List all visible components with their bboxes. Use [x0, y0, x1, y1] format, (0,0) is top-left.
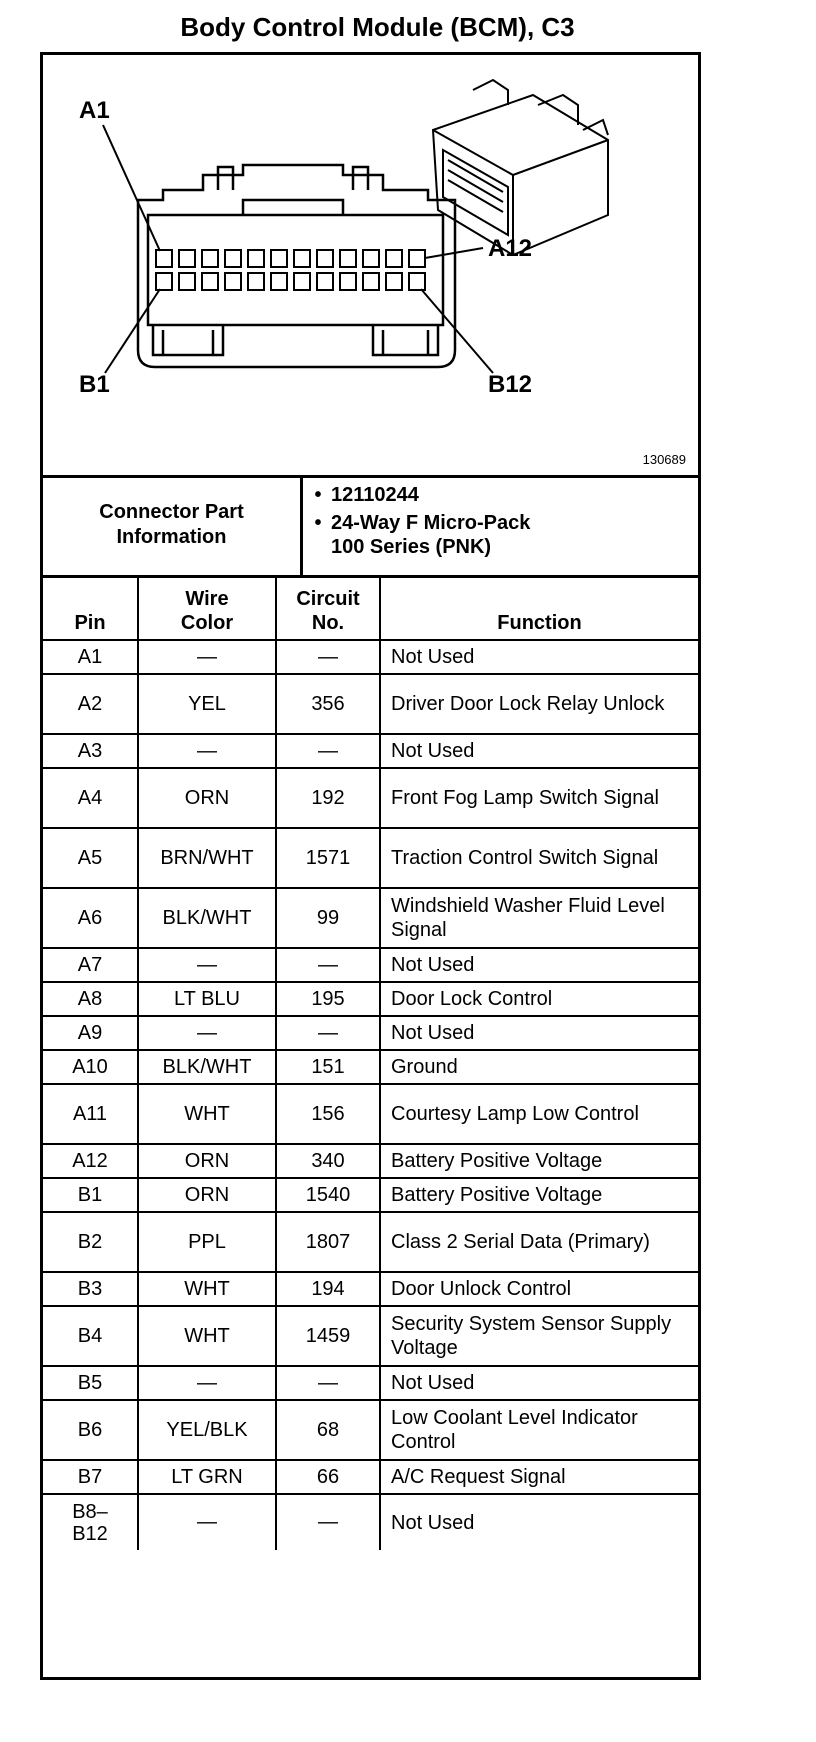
circuit-cell: — [276, 1494, 380, 1550]
pin-cell: B2 [43, 1212, 138, 1272]
circuit-cell: — [276, 734, 380, 768]
part-number: 12110244 [331, 484, 419, 506]
table-row [43, 1460, 698, 1494]
function-cell: Not Used [380, 734, 698, 768]
header-circuit: Circuit No. [276, 578, 380, 640]
function-cell: Security System Sensor Supply Voltage [380, 1306, 698, 1366]
label-b12: B12 [488, 371, 533, 398]
table-row [43, 1272, 698, 1306]
wire-color-cell: WHT [138, 1306, 276, 1366]
circuit-cell: 1807 [276, 1212, 380, 1272]
part-number-item [305, 483, 695, 507]
connector-part-info [43, 475, 698, 578]
wire-color-cell: YEL [138, 674, 276, 734]
label-b1: B1 [79, 371, 110, 398]
pin-cell: A4 [43, 768, 138, 828]
circuit-cell: 195 [276, 982, 380, 1016]
function-cell: Low Coolant Level Indicator Control [380, 1400, 698, 1460]
circuit-cell: — [276, 948, 380, 982]
table-row [43, 640, 698, 674]
connector-3d-view [433, 80, 608, 255]
function-cell: Door Lock Control [380, 982, 698, 1016]
function-cell: Ground [380, 1050, 698, 1084]
wire-color-cell: ORN [138, 1144, 276, 1178]
function-cell: Not Used [380, 640, 698, 674]
pinout-table [43, 578, 698, 1550]
table-row [43, 1400, 698, 1460]
circuit-cell: 194 [276, 1272, 380, 1306]
function-cell: Battery Positive Voltage [380, 1144, 698, 1178]
label-a1: A1 [79, 97, 110, 124]
connector-sheet [40, 52, 701, 1680]
function-cell: A/C Request Signal [380, 1460, 698, 1494]
wire-color-cell: BLK/WHT [138, 1050, 276, 1084]
function-cell: Not Used [380, 1494, 698, 1550]
wire-color-cell: YEL/BLK [138, 1400, 276, 1460]
header-pin: Pin [43, 578, 138, 640]
circuit-cell: 356 [276, 674, 380, 734]
circuit-cell: 99 [276, 888, 380, 948]
circuit-cell: 68 [276, 1400, 380, 1460]
pin-cell: B4 [43, 1306, 138, 1366]
pin-cell: A7 [43, 948, 138, 982]
wire-color-cell: PPL [138, 1212, 276, 1272]
table-row [43, 828, 698, 888]
table-row [43, 982, 698, 1016]
connector-part-details [305, 483, 695, 563]
pin-cell: A1 [43, 640, 138, 674]
label-a12: A12 [488, 235, 533, 262]
connector-face-drawing [43, 55, 698, 475]
pin-cell: A3 [43, 734, 138, 768]
pin-cell: B6 [43, 1400, 138, 1460]
pin-cell: B7 [43, 1460, 138, 1494]
function-cell: Battery Positive Voltage [380, 1178, 698, 1212]
part-description-line1: 24-Way F Micro-Pack [331, 512, 531, 534]
function-cell: Front Fog Lamp Switch Signal [380, 768, 698, 828]
pin-cell: A5 [43, 828, 138, 888]
table-row [43, 1212, 698, 1272]
function-cell: Driver Door Lock Relay Unlock [380, 674, 698, 734]
table-row [43, 1016, 698, 1050]
table-row [43, 1144, 698, 1178]
pin-cell: B3 [43, 1272, 138, 1306]
circuit-cell: 156 [276, 1084, 380, 1144]
pin-cell: A12 [43, 1144, 138, 1178]
connector-cavity [148, 215, 443, 325]
function-cell: Door Unlock Control [380, 1272, 698, 1306]
function-cell: Not Used [380, 1366, 698, 1400]
table-row [43, 1306, 698, 1366]
connector-key-right [373, 325, 438, 355]
leader-a1 [103, 125, 160, 251]
wire-color-cell: ORN [138, 1178, 276, 1212]
circuit-cell: 66 [276, 1460, 380, 1494]
circuit-cell: — [276, 1366, 380, 1400]
table-row [43, 1050, 698, 1084]
connector-key-left [153, 325, 223, 355]
function-cell: Windshield Washer Fluid Level Signal [380, 888, 698, 948]
wire-color-cell: LT BLU [138, 982, 276, 1016]
table-row [43, 948, 698, 982]
table-header-row [43, 578, 698, 640]
function-cell: Courtesy Lamp Low Control [380, 1084, 698, 1144]
table-row [43, 1084, 698, 1144]
wire-color-cell: BRN/WHT [138, 828, 276, 888]
wire-color-cell: WHT [138, 1084, 276, 1144]
wire-color-cell: — [138, 1494, 276, 1550]
table-row [43, 888, 698, 948]
circuit-cell: 1571 [276, 828, 380, 888]
pin-cell: A2 [43, 674, 138, 734]
part-description-line2: 100 Series (PNK) [331, 536, 492, 558]
header-function: Function [380, 578, 698, 640]
circuit-cell: — [276, 640, 380, 674]
connector-label-line1: Connector Part [99, 501, 244, 523]
circuit-cell: 192 [276, 768, 380, 828]
pin-cell: A6 [43, 888, 138, 948]
circuit-cell: 340 [276, 1144, 380, 1178]
pin-cavity-grid [156, 250, 425, 290]
function-cell: Not Used [380, 948, 698, 982]
wire-color-cell: — [138, 640, 276, 674]
wire-color-cell: — [138, 948, 276, 982]
bullet-icon: • [314, 512, 322, 534]
pin-cell: B1 [43, 1178, 138, 1212]
function-cell: Traction Control Switch Signal [380, 828, 698, 888]
circuit-cell: 1540 [276, 1178, 380, 1212]
table-row [43, 1178, 698, 1212]
table-row [43, 674, 698, 734]
figure-number: 130689 [642, 452, 686, 467]
wire-color-cell: WHT [138, 1272, 276, 1306]
function-cell: Class 2 Serial Data (Primary) [380, 1212, 698, 1272]
leader-b12 [421, 289, 493, 373]
wire-color-cell: — [138, 1016, 276, 1050]
pin-cell: B5 [43, 1366, 138, 1400]
connector-label-line2: Information [116, 526, 227, 548]
pinout-rows [43, 640, 698, 1550]
pin-cell: A9 [43, 1016, 138, 1050]
table-row [43, 1366, 698, 1400]
wire-color-cell: ORN [138, 768, 276, 828]
pin-cell: B8– B12 [43, 1494, 138, 1550]
wire-color-cell: LT GRN [138, 1460, 276, 1494]
circuit-cell: — [276, 1016, 380, 1050]
table-row [43, 1494, 698, 1550]
circuit-cell: 151 [276, 1050, 380, 1084]
table-row [43, 734, 698, 768]
function-cell: Not Used [380, 1016, 698, 1050]
connector-part-info-label [43, 475, 303, 575]
wire-color-cell: — [138, 734, 276, 768]
wire-color-cell: BLK/WHT [138, 888, 276, 948]
connector-diagram [43, 55, 698, 478]
table-row [43, 768, 698, 828]
page-title: Body Control Module (BCM), C3 [180, 12, 575, 42]
part-description-item [305, 511, 695, 559]
pin-cell: A10 [43, 1050, 138, 1084]
circuit-cell: 1459 [276, 1306, 380, 1366]
header-wire-color: Wire Color [138, 578, 276, 640]
pin-cell: A11 [43, 1084, 138, 1144]
bullet-icon: • [314, 484, 322, 506]
pin-cell: A8 [43, 982, 138, 1016]
wire-color-cell: — [138, 1366, 276, 1400]
